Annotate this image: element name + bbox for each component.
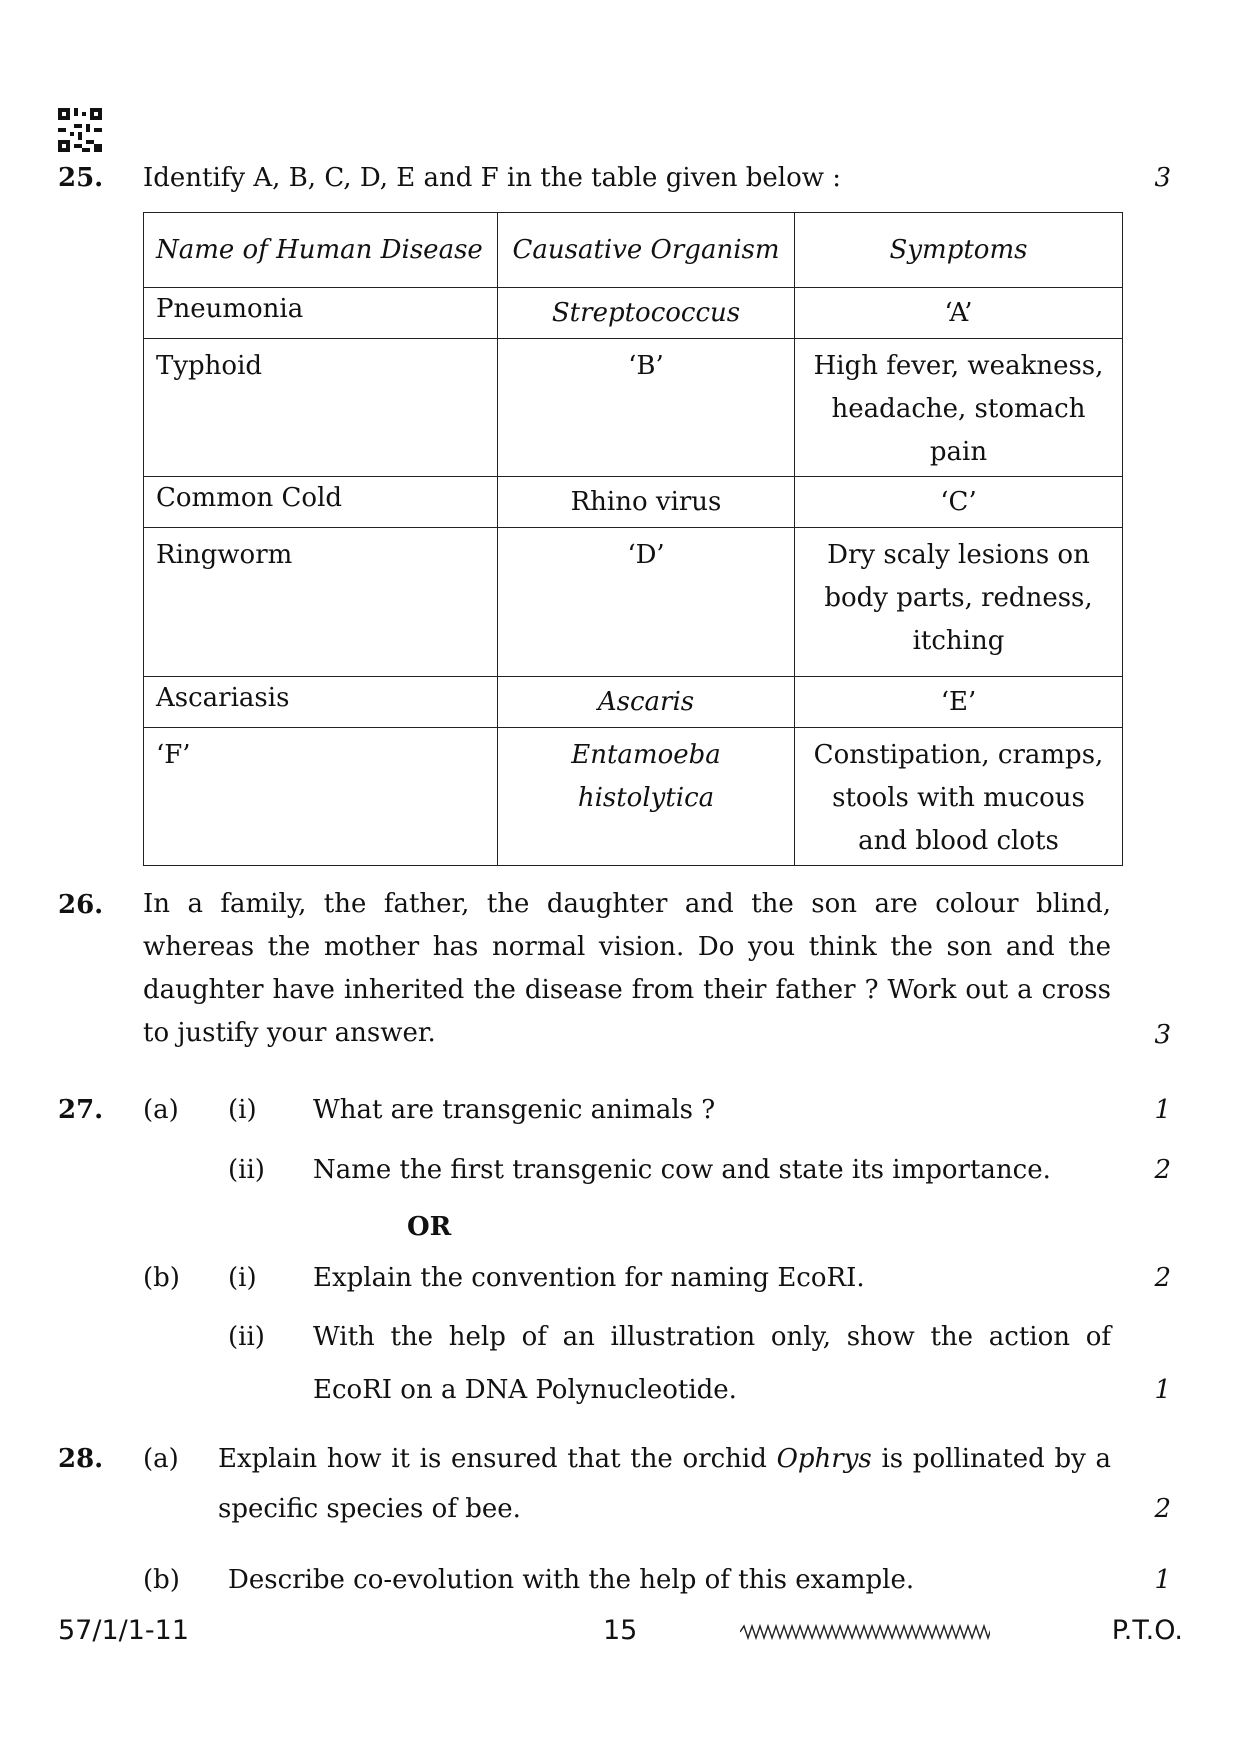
footer-wavy-line-icon <box>740 1624 990 1640</box>
question-27a-i-text: What are transgenic animals ? <box>313 1095 716 1125</box>
question-27a-label: (a) <box>143 1095 179 1125</box>
question-27b-i-label: (i) <box>228 1263 257 1293</box>
table-cell-disease: Typhoid <box>144 339 498 477</box>
table-header-organism: Causative Organism <box>498 213 795 288</box>
question-27b-ii-marks: 1 <box>1154 1375 1171 1405</box>
question-number-27: 27. <box>58 1095 104 1125</box>
question-25-marks: 3 <box>1154 163 1171 193</box>
table-cell-organism: ‘B’ <box>498 339 795 477</box>
question-28b-label: (b) <box>143 1565 180 1595</box>
table-cell-symptoms: Dry scaly lesions on body parts, redness, itching <box>795 528 1123 677</box>
table-cell-disease: ‘F’ <box>144 728 498 866</box>
or-separator: OR <box>407 1212 452 1242</box>
table-cell-organism: ‘D’ <box>498 528 795 677</box>
question-28b-marks: 1 <box>1154 1565 1171 1595</box>
table-cell-symptoms: ‘C’ <box>795 477 1123 528</box>
question-25-text: Identify A, B, C, D, E and F in the table given below : <box>143 163 842 193</box>
question-28b-text: Describe co-evolution with the help of this example. <box>228 1565 915 1595</box>
table-cell-disease: Common Cold <box>144 477 498 528</box>
question-27a-ii-marks: 2 <box>1154 1155 1171 1185</box>
table-cell-disease: Pneumonia <box>144 288 498 339</box>
table-cell-organism: Streptococcus <box>498 288 795 339</box>
question-27b-label: (b) <box>143 1263 180 1293</box>
table-cell-disease: Ringworm <box>144 528 498 677</box>
table-header-disease: Name of Human Disease <box>144 213 498 288</box>
table-cell-disease: Ascariasis <box>144 677 498 728</box>
table-row <box>144 477 1123 528</box>
table-cell-symptoms: Constipation, cramps, stools with mucous and blood clots <box>795 728 1123 866</box>
question-28a-species: Ophrys <box>776 1444 872 1474</box>
footer-pto: P.T.O. <box>1111 1615 1183 1646</box>
table-cell-organism: Ascaris <box>498 677 795 728</box>
footer-page-number: 15 <box>603 1615 638 1646</box>
qr-code-icon <box>58 108 102 152</box>
question-26-marks: 3 <box>1154 1020 1171 1050</box>
question-27a-ii-text: Name the first transgenic cow and state its importance. <box>313 1155 1051 1185</box>
question-27b-ii-line1: With the help of an illustration only, show the action of <box>313 1322 1111 1352</box>
question-number-25: 25. <box>58 163 104 193</box>
question-28a-line2: specific species of bee. <box>218 1494 521 1524</box>
table-header-symptoms: Symptoms <box>795 213 1123 288</box>
question-28a-line1 <box>218 1444 1111 1474</box>
table-cell-organism: Entamoeba histolytica <box>498 728 795 866</box>
table-row <box>144 728 1123 866</box>
table-header-row <box>144 213 1123 288</box>
table-cell-symptoms: High fever, weakness, headache, stomach pain <box>795 339 1123 477</box>
table-row <box>144 528 1123 677</box>
question-number-28: 28. <box>58 1444 104 1474</box>
table-cell-symptoms: ‘A’ <box>795 288 1123 339</box>
table-row <box>144 677 1123 728</box>
table-row <box>144 288 1123 339</box>
table-cell-symptoms: ‘E’ <box>795 677 1123 728</box>
table-row <box>144 339 1123 477</box>
footer-paper-code: 57/1/1-11 <box>58 1615 190 1646</box>
question-27b-i-text: Explain the convention for naming EcoRI. <box>313 1263 865 1293</box>
question-28a-post: is pollinated by a <box>871 1444 1111 1474</box>
question-28a-label: (a) <box>143 1444 179 1474</box>
question-27b-i-marks: 2 <box>1154 1263 1171 1293</box>
question-27b-ii-line2: EcoRI on a DNA Polynucleotide. <box>313 1375 737 1405</box>
question-26-text: In a family, the father, the daughter and the son are colour blind, whereas the mother has normal vision. Do you think the son and the daughter have inherited the disease from their father ? Work out a cross to justify your answer. <box>143 889 1111 1048</box>
question-27b-ii-label: (ii) <box>228 1322 265 1352</box>
question-27a-i-marks: 1 <box>1154 1095 1171 1125</box>
table-cell-organism: Rhino virus <box>498 477 795 528</box>
question-27a-i-label: (i) <box>228 1095 257 1125</box>
question-28a-pre: Explain how it is ensured that the orchid <box>218 1444 777 1474</box>
question-number-26: 26. <box>58 890 104 920</box>
question-27a-ii-label: (ii) <box>228 1155 265 1185</box>
question-28a-marks: 2 <box>1154 1494 1171 1524</box>
disease-table <box>143 212 1123 866</box>
